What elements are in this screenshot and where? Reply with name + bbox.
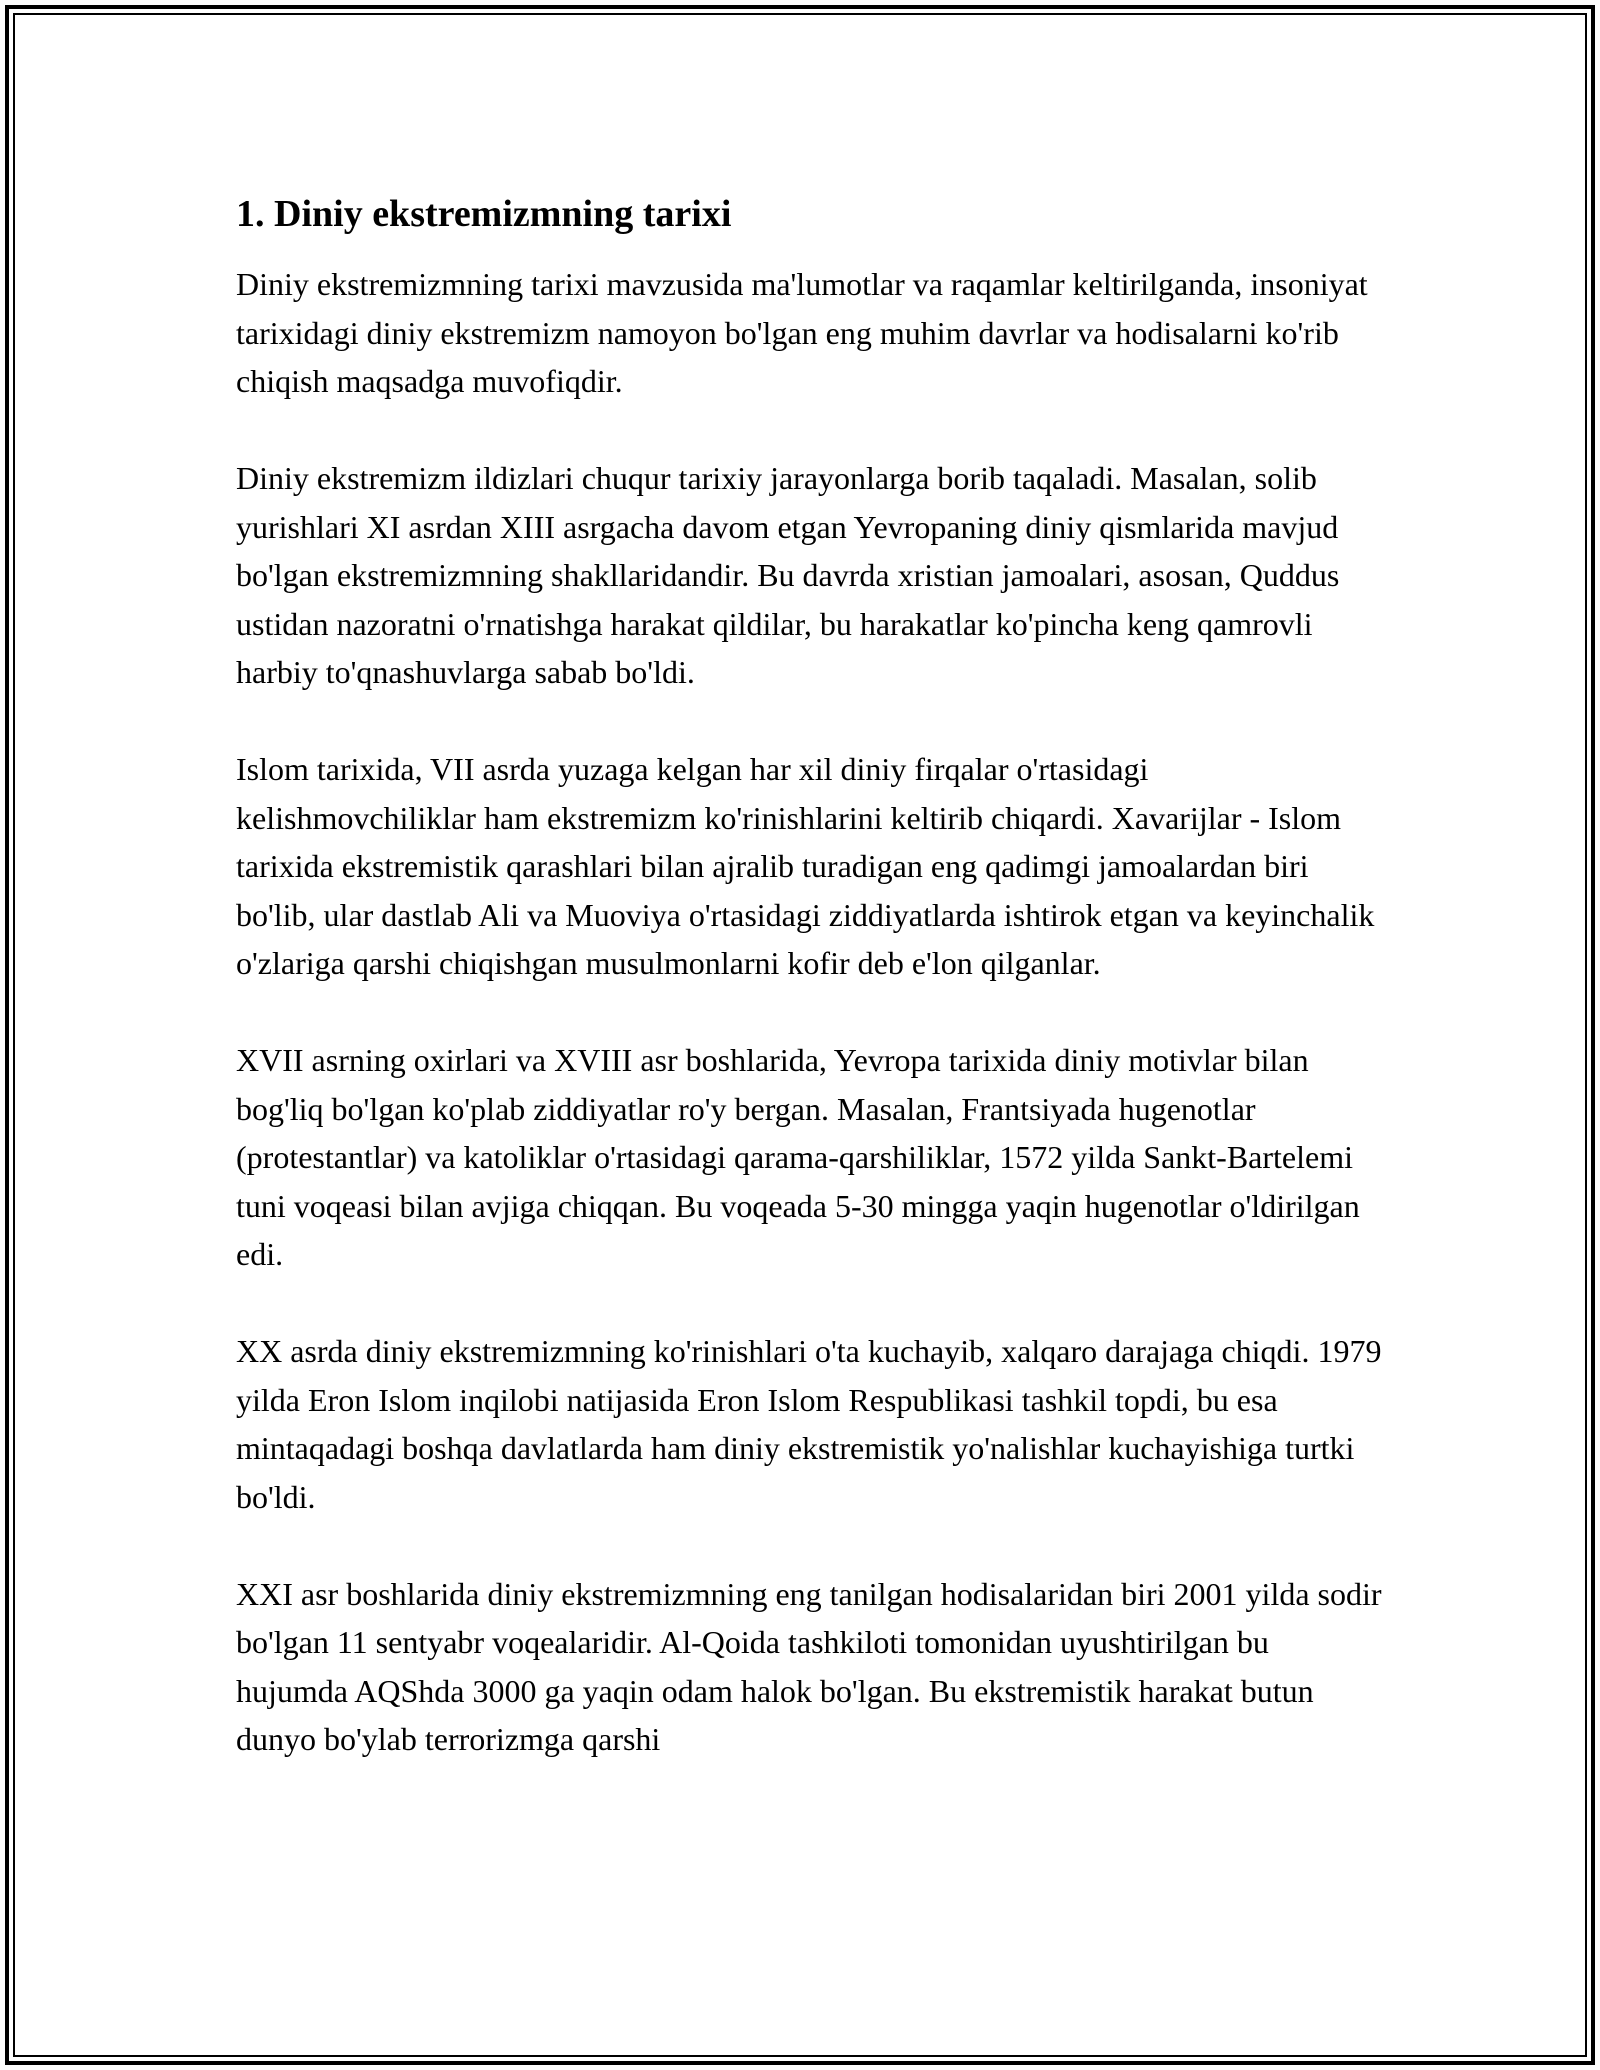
section-heading: 1. Diniy ekstremizmning tarixi bbox=[236, 193, 732, 235]
paragraph-islamic-history: Islom tarixida, VII asrda yuzaga kelgan har xil diniy firqalar o'rtasidagi kelishmovchiliklar ham ekstremizm ko'rinishlarini keltirib chiqardi. Xavarijlar - Islom tarixida ekstremistik qarashlari bilan ajralib turadigan eng qadimgi jamoalardan biri bo'lib, ular dastlab Ali va Muoviya o'rtasidagi ziddiyatlarda ishtirok etgan va keyinchalik o'zlariga qarshi chiqishgan musulmonlarni kofir deb e'lon qilganlar. bbox=[236, 751, 1375, 981]
paragraph-intro: Diniy ekstremizmning tarixi mavzusida ma'lumotlar va raqamlar keltirilganda, insoniyat tarixidagi diniy ekstremizm namoyon bo'lgan eng muhim davrlar va hodisalarni ko'rib chiqish maqsadga muvofiqdir. bbox=[236, 266, 1368, 399]
document-body bbox=[236, 190, 1386, 1812]
paragraph-european-conflicts: XVII asrning oxirlari va XVIII asr boshlarida, Yevropa tarixida diniy motivlar bilan bog'liq bo'lgan ko'plab ziddiyatlar ro'y bergan. Masalan, Frantsiyada hugenotlar (protestantlar) va katoliklar o'rtasidagi qarama-qarshiliklar, 1572 yilda Sankt-Bartelemi tuni voqeasi bilan avjiga chiqqan. Bu voqeada 5-30 mingga yaqin hugenotlar o'ldirilgan edi. bbox=[236, 1042, 1360, 1272]
paragraph-twentieth-century: XX asrda diniy ekstremizmning ko'rinishlari o'ta kuchayib, xalqaro darajaga chiqdi. 1979 yilda Eron Islom inqilobi natijasida Eron Islom Respublikasi tashkil topdi, bu esa mintaqadagi boshqa davlatlarda ham diniy ekstremistik yo'nalishlar kuchayishiga turtki bo'ldi. bbox=[236, 1333, 1382, 1515]
paragraph-crusades: Diniy ekstremizm ildizlari chuqur tarixiy jarayonlarga borib taqaladi. Masalan, solib yurishlari XI asrdan XIII asrgacha davom etgan Yevropaning diniy qismlarida mavjud bo'lgan ekstremizmning shakllaridandir. Bu davrda xristian jamoalari, asosan, Quddus ustidan nazoratni o'rnatishga harakat qildilar, bu harakatlar ko'pincha keng qamrovli harbiy to'qnashuvlarga sabab bo'ldi. bbox=[236, 460, 1340, 690]
paragraph-twenty-first-century: XXI asr boshlarida diniy ekstremizmning eng tanilgan hodisalaridan biri 2001 yilda sodir bo'lgan 11 sentyabr voqealaridir. Al-Qoida tashkiloti tomonidan uyushtirilgan bu hujumda AQShda 3000 ga yaqin odam halok bo'lgan. Bu ekstremistik harakat butun dunyo bo'ylab terrorizmga qarshi bbox=[236, 1575, 1382, 1757]
